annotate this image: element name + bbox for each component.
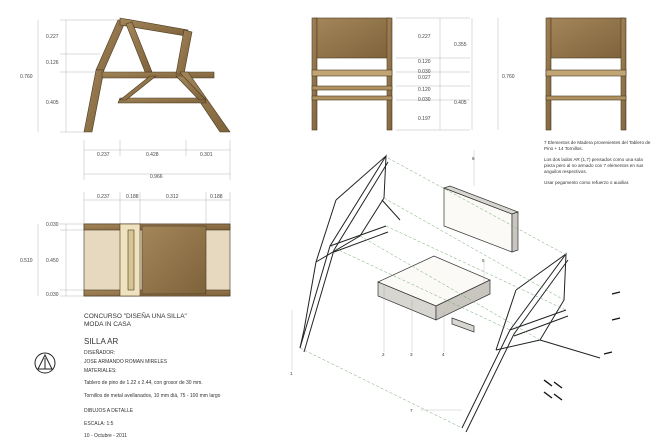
part-label-5: 5 bbox=[482, 258, 485, 263]
side-dim-1: 0.227 bbox=[46, 34, 59, 40]
side-dim-2: 0.126 bbox=[46, 60, 59, 66]
plan-view-chair bbox=[84, 224, 230, 296]
front-dim-outer-2: 0.405 bbox=[454, 100, 467, 106]
front-dim-2: 0.120 bbox=[418, 59, 431, 65]
side-dim-total: 0.760 bbox=[20, 74, 33, 80]
front-view-dimension-lines bbox=[396, 18, 498, 130]
part-label-2: 2 bbox=[382, 352, 385, 357]
plan-dim-total: 0.510 bbox=[20, 258, 33, 264]
front-dim-total: 0.760 bbox=[502, 74, 515, 80]
plan-dim-top-3: 0.312 bbox=[166, 194, 179, 200]
front-dim-4: 0.027 bbox=[418, 75, 431, 81]
back-view-chair bbox=[546, 18, 626, 130]
designer-label: DISEÑADOR: bbox=[84, 350, 116, 356]
note-description: Los dos lados AR (1,7) pensados como una sola pieza pero al no armado con 7 elementos en sus anguilos respectivos. bbox=[544, 157, 644, 174]
plan-dim-top-2: 0.188 bbox=[126, 194, 139, 200]
screws bbox=[544, 292, 620, 400]
exploded-rail bbox=[452, 318, 474, 332]
front-dim-3: 0.030 bbox=[418, 69, 431, 75]
product-name: SILLA AR bbox=[84, 337, 119, 346]
side-dim-bottom-3: 0.301 bbox=[200, 152, 213, 158]
notes-block bbox=[544, 140, 654, 191]
contest-subtitle: MODA IN CASA bbox=[84, 321, 131, 328]
date-label: 10 - Octubre - 2011 bbox=[84, 433, 127, 439]
designer-name: JOSE ARMANDO ROMAN MIRELES bbox=[84, 359, 168, 365]
note-glue: Usar pegamento como refuerzo o auxiliar. bbox=[544, 180, 630, 185]
exploded-seat bbox=[378, 256, 490, 320]
front-dim-5: 0.120 bbox=[418, 87, 431, 93]
plan-dim-top-4: 0.188 bbox=[210, 194, 223, 200]
side-dim-bottom-1: 0.237 bbox=[97, 152, 110, 158]
plan-dim-left-1: 0.030 bbox=[46, 222, 59, 228]
front-dim-outer-1: 0.355 bbox=[454, 42, 467, 48]
plan-dim-left-2: 0.450 bbox=[46, 258, 59, 264]
part-label-7: 7 bbox=[410, 408, 413, 413]
side-view-chair bbox=[84, 18, 230, 132]
material-1: Tablero de pino de 1.22 x 2.44, con grosor de 30 mm. bbox=[84, 380, 203, 386]
plan-dim-top-1: 0.237 bbox=[97, 194, 110, 200]
front-dim-6: 0.030 bbox=[418, 97, 431, 103]
note-elements: 7 Elementos de Madera provenientes del Tablero de Pino + 14 Tornillos. bbox=[544, 140, 651, 151]
drawings-label: DIBUJOS A DETALLE bbox=[84, 408, 134, 414]
front-dim-7: 0.197 bbox=[418, 116, 431, 122]
material-2: Tornillos de metal avellanados, 10 mm diá, 75 - 100 mm largo bbox=[84, 393, 221, 399]
part-label-6: 6 bbox=[472, 156, 475, 161]
part-label-3: 3 bbox=[410, 352, 413, 357]
part-label-4: 4 bbox=[442, 352, 445, 357]
side-dim-bottom-total: 0.966 bbox=[150, 174, 163, 180]
front-view-chair bbox=[312, 18, 392, 130]
designer-logo bbox=[35, 353, 55, 373]
plan-dim-left-3: 0.030 bbox=[46, 292, 59, 298]
front-dim-1: 0.227 bbox=[418, 34, 431, 40]
side-dim-3: 0.405 bbox=[46, 100, 59, 106]
side-dim-bottom-2: 0.428 bbox=[146, 152, 159, 158]
contest-title: CONCURSO "DISEÑA UNA SILLA" bbox=[84, 313, 187, 320]
materials-label: MATERIALES: bbox=[84, 368, 117, 374]
exploded-backrest bbox=[444, 186, 518, 252]
scale-label: ESCALA: 1:5 bbox=[84, 421, 114, 427]
part-label-1: 1 bbox=[290, 371, 293, 376]
